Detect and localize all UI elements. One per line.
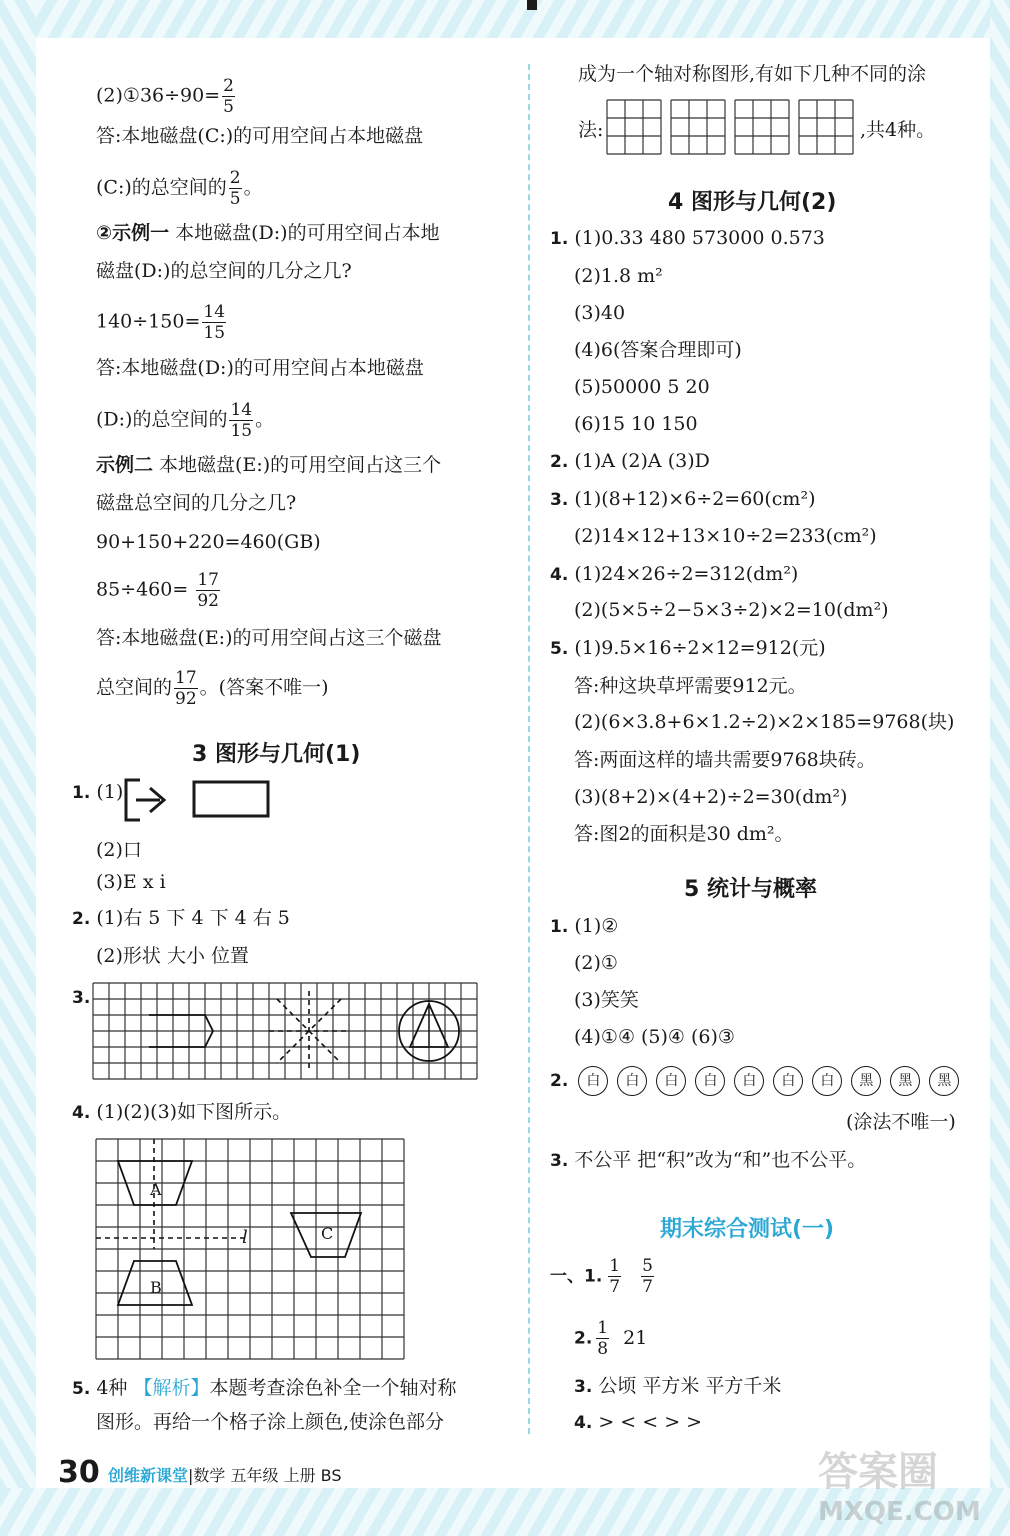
ball: 白	[695, 1066, 725, 1096]
fraction	[641, 1256, 654, 1297]
text: (C:)的总空间的	[96, 176, 227, 199]
column-divider	[528, 64, 530, 1434]
text: (1)	[96, 781, 124, 803]
denominator: 7	[609, 1277, 621, 1297]
fraction	[229, 168, 242, 209]
question-number: 3.	[550, 1151, 569, 1171]
numerator: 2	[229, 168, 241, 188]
question-number: 5.	[72, 1379, 91, 1399]
question-number: 一、1.	[550, 1266, 603, 1287]
u3-line	[574, 1374, 781, 1399]
s5-line-3: (2)(6×3.8+6×1.2÷2)×2×185=9768(块)	[574, 711, 955, 733]
text: 85÷460=	[96, 578, 195, 601]
q2-line-1	[72, 906, 290, 931]
question-number: 1.	[550, 229, 569, 249]
question-number: 2.	[550, 1071, 569, 1091]
s1-line-4: (4)6(答案合理即可)	[574, 339, 742, 361]
shape-label-a: A	[150, 1180, 162, 1199]
numerator: 17	[175, 668, 197, 688]
question-number: 4.	[574, 1413, 593, 1433]
t1-line-3: (3)笑笑	[574, 989, 639, 1011]
text: (D:)的总空间的	[96, 408, 228, 431]
left-line-14	[96, 668, 328, 709]
denominator: 8	[597, 1339, 609, 1359]
q1-line-1	[72, 780, 123, 805]
text: 。	[243, 176, 263, 199]
left-line-3	[96, 168, 263, 209]
t3-line-1	[550, 1148, 866, 1173]
ball: 白	[617, 1066, 647, 1096]
ball: 白	[656, 1066, 686, 1096]
s5-line-2: 答:种这块草坪需要912元。	[574, 675, 807, 697]
q4-grid-figure	[95, 1138, 411, 1360]
left-line-6	[96, 302, 228, 343]
s5-line-1	[550, 636, 826, 661]
text: > < < > >	[598, 1411, 703, 1433]
s2-line-1	[550, 449, 710, 474]
decorative-border-top	[0, 0, 1010, 38]
numerator: 2	[223, 76, 234, 96]
section-heading-3: 3 图形与几何(1)	[192, 742, 361, 767]
denominator: 5	[229, 189, 241, 209]
left-line-13: 答:本地磁盘(E:)的可用空间占这三个磁盘	[96, 627, 442, 649]
ball: 白	[734, 1066, 764, 1096]
right-line-2b: ,共4种。	[860, 119, 936, 141]
denominator: 92	[197, 591, 219, 611]
left-line-2: 答:本地磁盘(C:)的可用空间占本地磁盘	[96, 125, 424, 147]
example-label: 示例二	[96, 454, 154, 476]
s4-line-2: (2)(5×5÷2−5×3÷2)×2=10(dm²)	[574, 599, 889, 621]
section-heading-5: 5 统计与概率	[684, 877, 817, 902]
question-number: 1.	[72, 783, 91, 803]
shape-label-b: B	[150, 1278, 162, 1297]
question-number: 2.	[574, 1328, 593, 1349]
fraction	[229, 400, 253, 441]
question-number: 5.	[550, 639, 569, 659]
fraction	[202, 302, 226, 343]
denominator: 92	[175, 689, 197, 709]
analysis-tag: 【解析】	[133, 1377, 210, 1399]
numerator: 5	[642, 1256, 653, 1276]
s1-line-2: (2)1.8 m²	[574, 265, 663, 287]
section-heading-4: 4 图形与几何(2)	[668, 190, 837, 215]
text: 本地磁盘(E:)的可用空间占这三个	[153, 454, 442, 476]
text: (1)右 5 下 4 下 4 右 5	[96, 907, 290, 929]
text: (1)(8+12)×6÷2=60(cm²)	[574, 488, 816, 510]
watermark-top: 答案圈	[818, 1449, 938, 1495]
q1-line-2: (2)口	[96, 839, 142, 861]
decorative-border-left	[0, 0, 36, 1536]
axis-label-l: l	[242, 1227, 248, 1248]
right-line-2a: 法:	[578, 119, 604, 141]
question-number: 1.	[550, 917, 569, 937]
footer-title	[108, 1463, 342, 1486]
ball: 黑	[929, 1066, 959, 1096]
brand-name: 创维新课堂	[108, 1466, 189, 1485]
s3-line-1	[550, 487, 815, 512]
fraction	[608, 1256, 621, 1297]
s1-line-5: (5)50000 5 20	[574, 376, 710, 398]
u2-line	[574, 1318, 647, 1359]
left-line-4	[96, 221, 440, 245]
text: (1)24×26÷2=312(dm²)	[574, 563, 799, 585]
t2-note: (涂法不唯一)	[846, 1111, 956, 1133]
text: (1)(2)(3)如下图所示。	[96, 1101, 292, 1123]
shape-label-c: C	[321, 1224, 334, 1243]
book-info: |数学 五年级 上册 BS	[188, 1466, 342, 1485]
ball-row	[578, 1066, 968, 1096]
text: 21	[623, 1326, 648, 1349]
text: (1)②	[574, 915, 619, 937]
denominator: 15	[230, 421, 253, 441]
question-number: 2.	[72, 909, 91, 929]
u1-line	[550, 1256, 656, 1297]
question-number: 3.	[574, 1377, 593, 1397]
q3-label	[72, 985, 90, 1010]
denominator: 5	[223, 97, 234, 117]
text: 。	[255, 408, 275, 431]
question-number: 4.	[550, 565, 569, 585]
q2-line-2: (2)形状 大小 位置	[96, 945, 249, 967]
text: 本地磁盘(D:)的可用空间占本地	[169, 222, 440, 244]
q5-line-1	[72, 1376, 457, 1401]
q4-line-1	[72, 1100, 291, 1125]
left-line-11: 90+150+220=460(GB)	[96, 531, 321, 553]
left-line-12	[96, 570, 222, 611]
section-heading-exam: 期末综合测试(一)	[660, 1217, 835, 1242]
question-number: 4.	[72, 1103, 91, 1123]
text: (1)9.5×16÷2×12=912(元)	[574, 637, 826, 659]
page-number: 30	[58, 1455, 100, 1490]
denominator: 15	[203, 323, 226, 343]
text: 4种	[96, 1377, 134, 1399]
ball: 黑	[890, 1066, 920, 1096]
watermark-bottom: MXQE.COM	[818, 1497, 981, 1527]
text: 140÷150=	[96, 310, 201, 333]
left-line-1	[96, 76, 237, 117]
denominator: 7	[642, 1277, 653, 1297]
s1-line-1	[550, 226, 825, 251]
s3-line-2: (2)14×12+13×10÷2=233(cm²)	[574, 525, 877, 547]
decorative-border-right	[990, 0, 1010, 1536]
text: (1)A (2)A (3)D	[574, 450, 710, 472]
watermark-logo	[818, 1440, 998, 1530]
fraction	[596, 1318, 609, 1359]
text: (2)①36÷90=	[96, 84, 221, 107]
left-line-9	[96, 453, 441, 477]
left-line-7: 答:本地磁盘(D:)的可用空间占本地磁盘	[96, 357, 424, 379]
fraction	[222, 76, 235, 117]
fraction	[174, 668, 198, 709]
q5-grids-figure	[607, 98, 863, 158]
t1-line-4: (4)①④ (5)④ (6)③	[574, 1026, 735, 1048]
s4-line-1	[550, 562, 798, 587]
text: 总空间的	[96, 676, 173, 699]
numerator: 1	[597, 1318, 609, 1338]
binding-mark	[527, 0, 537, 10]
t1-line-1	[550, 914, 618, 939]
numerator: 17	[197, 570, 219, 590]
question-number: 3.	[72, 988, 91, 1008]
left-line-8	[96, 400, 274, 441]
numerator: 1	[609, 1256, 621, 1276]
ball: 白	[773, 1066, 803, 1096]
fraction	[196, 570, 220, 611]
s5-line-4: 答:两面这样的墙共需要9768块砖。	[574, 749, 876, 771]
question-number: 3.	[550, 490, 569, 510]
example-label: ②示例一	[96, 222, 170, 244]
text: 公顷 平方米 平方千米	[598, 1375, 782, 1397]
numerator: 14	[203, 302, 226, 322]
q3-grid-figure	[92, 982, 480, 1084]
text: 。(答案不唯一)	[199, 676, 329, 699]
q1-line-3: (3)E x i	[96, 871, 166, 893]
text: 本题考查涂色补全一个轴对称	[209, 1377, 457, 1399]
ball: 白	[812, 1066, 842, 1096]
ball: 白	[578, 1066, 608, 1096]
right-line-1: 成为一个轴对称图形,有如下几种不同的涂	[578, 63, 927, 85]
text: (1)0.33 480 573000 0.573	[574, 227, 825, 249]
u4-line	[574, 1410, 702, 1435]
s1-line-6: (6)15 10 150	[574, 413, 698, 435]
s1-line-3: (3)40	[574, 302, 626, 324]
q1-figure	[124, 778, 274, 824]
question-number: 2.	[550, 452, 569, 472]
s5-line-5: (3)(8+2)×(4+2)÷2=30(dm²)	[574, 786, 848, 808]
left-line-10: 磁盘总空间的几分之几?	[96, 492, 297, 514]
left-line-5: 磁盘(D:)的总空间的几分之几?	[96, 260, 352, 282]
ball: 黑	[851, 1066, 881, 1096]
numerator: 14	[230, 400, 253, 420]
t1-line-2: (2)①	[574, 952, 618, 974]
s5-line-6: 答:图2的面积是30 dm²。	[574, 823, 794, 845]
text: 不公平 把“积”改为“和”也不公平。	[574, 1149, 867, 1171]
q5-line-2: 图形。再给一个格子涂上颜色,使涂色部分	[96, 1411, 445, 1433]
t2-line-1	[550, 1066, 968, 1096]
